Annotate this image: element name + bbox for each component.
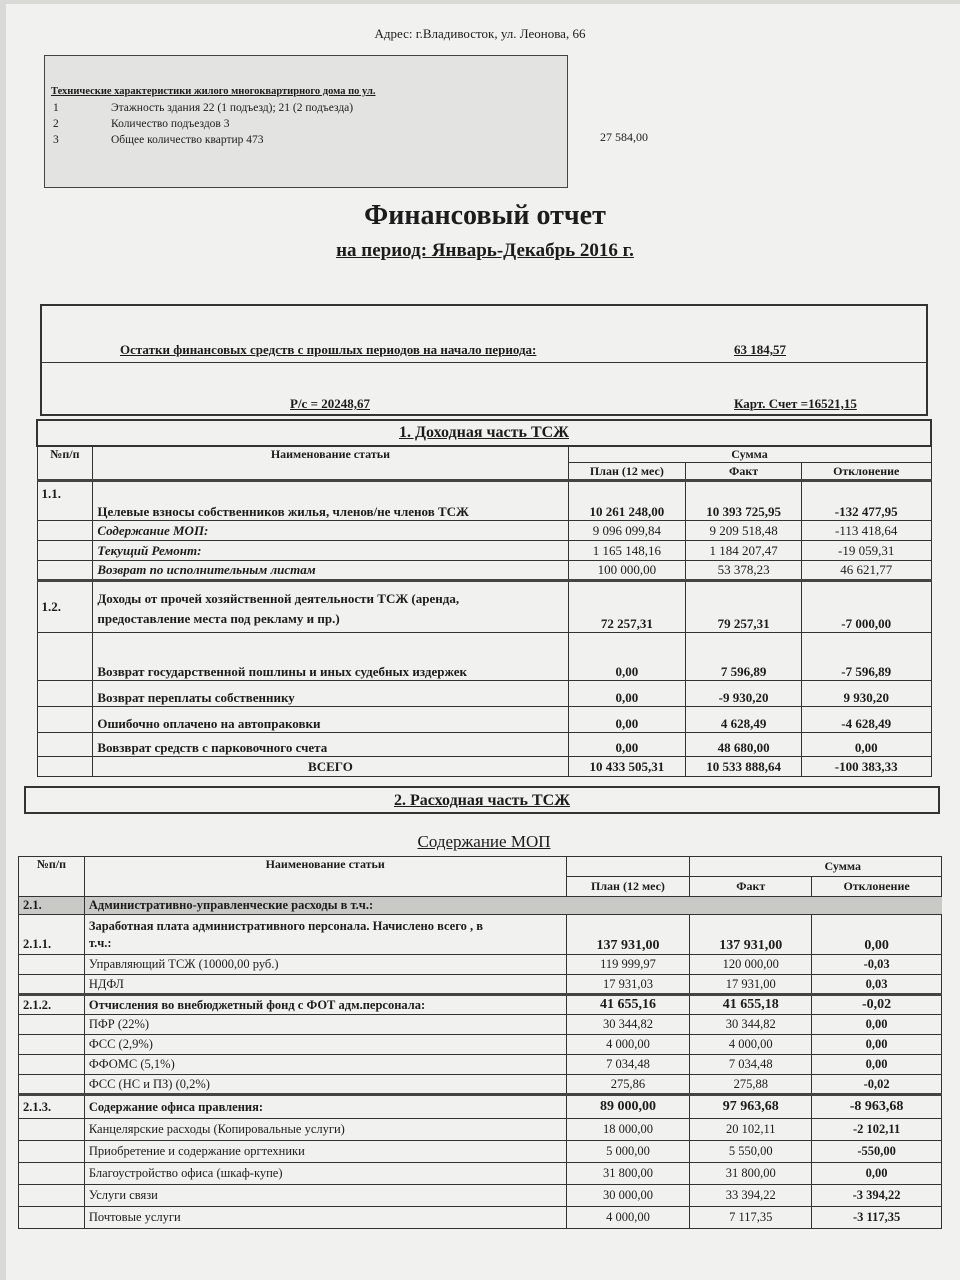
row-num xyxy=(19,1185,85,1207)
row-name-line2: т.ч.: xyxy=(88,935,112,950)
tech-value: 27 584,00 xyxy=(600,130,648,144)
table-row xyxy=(19,1185,942,1207)
row-dev: 0,00 xyxy=(812,1055,942,1075)
row-plan: 4 000,00 xyxy=(566,1207,690,1229)
row-name: Административно-управленческие расходы в т.ч.: xyxy=(84,897,941,915)
row-fact: -9 930,20 xyxy=(686,681,802,707)
row-name: ФСС (2,9%) xyxy=(84,1035,566,1055)
col-blank xyxy=(566,857,690,877)
row-num xyxy=(37,733,93,757)
table-row xyxy=(19,915,942,955)
row-name xyxy=(93,581,568,633)
table-row xyxy=(37,733,931,757)
row-plan: 0,00 xyxy=(568,681,686,707)
tech-row-text: Этажность здания 22 (1 подъезд); 21 (2 подъезда) xyxy=(111,102,354,114)
row-dev: 0,00 xyxy=(812,1015,942,1035)
row-name: Услуги связи xyxy=(84,1185,566,1207)
tech-title: Технические характеристики жилого многоквартирного дома по ул. xyxy=(51,86,376,97)
row-fact: 4 000,00 xyxy=(690,1035,812,1055)
row-num: 2.1.3. xyxy=(19,1095,85,1119)
row-name: ФСС (НС и ПЗ) (0,2%) xyxy=(84,1075,566,1095)
table-row xyxy=(19,955,942,975)
total-dev: -100 383,33 xyxy=(801,757,931,777)
table-row xyxy=(19,1207,942,1229)
expense-subtitle: Содержание МОП xyxy=(417,832,551,851)
table-row xyxy=(37,561,931,581)
row-num xyxy=(19,1163,85,1185)
row-dev: 0,00 xyxy=(801,733,931,757)
col-fact-header: Факт xyxy=(686,463,802,481)
col-num-header: №п/п xyxy=(19,857,85,897)
row-plan: 18 000,00 xyxy=(566,1119,690,1141)
row-name-line2: предоставление места под рекламу и пр.) xyxy=(97,611,340,626)
row-num xyxy=(37,757,93,777)
tech-row xyxy=(53,118,229,130)
row-name: Управляющий ТСЖ (10000,00 руб.) xyxy=(84,955,566,975)
row-num: 2.1.2. xyxy=(19,995,85,1015)
row-name: Возврат по исполнительным листам xyxy=(93,561,568,581)
row-name: Целевые взносы собственников жилья, членов/не членов ТСЖ xyxy=(93,481,568,521)
row-plan: 5 000,00 xyxy=(566,1141,690,1163)
row-plan: 137 931,00 xyxy=(566,915,690,955)
row-num xyxy=(37,707,93,733)
balance-card: Карт. Счет =16521,15 xyxy=(734,396,857,411)
row-plan: 89 000,00 xyxy=(566,1095,690,1119)
table-row xyxy=(37,541,931,561)
row-fact: 20 102,11 xyxy=(690,1119,812,1141)
row-num xyxy=(19,1055,85,1075)
tech-row-num: 1 xyxy=(53,102,59,114)
row-dev: -3 117,35 xyxy=(812,1207,942,1229)
row-num xyxy=(19,1141,85,1163)
row-fact: 79 257,31 xyxy=(686,581,802,633)
row-fact: 4 628,49 xyxy=(686,707,802,733)
row-plan: 0,00 xyxy=(568,733,686,757)
table-row xyxy=(19,1095,942,1119)
row-dev: -19 059,31 xyxy=(801,541,931,561)
col-dev-header: Отклонение xyxy=(801,463,931,481)
col-fact-header: Факт xyxy=(690,877,812,897)
row-plan: 17 931,03 xyxy=(566,975,690,995)
row-fact: 48 680,00 xyxy=(686,733,802,757)
row-fact: 5 550,00 xyxy=(690,1141,812,1163)
row-plan: 72 257,31 xyxy=(568,581,686,633)
row-num xyxy=(37,521,93,541)
table-row xyxy=(19,975,942,995)
row-plan: 31 800,00 xyxy=(566,1163,690,1185)
row-dev: -4 628,49 xyxy=(801,707,931,733)
row-name: Вовзврат средств с парковочного счета xyxy=(93,733,568,757)
balance-box xyxy=(40,304,928,416)
row-dev: -113 418,64 xyxy=(801,521,931,541)
table-row xyxy=(37,681,931,707)
row-plan: 41 655,16 xyxy=(566,995,690,1015)
row-name: ФФОМС (5,1%) xyxy=(84,1055,566,1075)
row-fact: 97 963,68 xyxy=(690,1095,812,1119)
row-dev: -132 477,95 xyxy=(801,481,931,521)
row-name: Возврат переплаты собственнику xyxy=(93,681,568,707)
row-name: ПФР (22%) xyxy=(84,1015,566,1035)
table-row xyxy=(37,521,931,541)
row-fact: 9 209 518,48 xyxy=(686,521,802,541)
tech-row xyxy=(53,134,264,146)
row-plan: 30 344,82 xyxy=(566,1015,690,1035)
table-row xyxy=(37,707,931,733)
total-row xyxy=(37,757,931,777)
col-name-header: Наименование статьи xyxy=(84,857,566,897)
row-name: Содержание офиса правления: xyxy=(84,1095,566,1119)
table-row xyxy=(19,1015,942,1035)
row-name-line1: Заработная плата административного персонала. Начислено всего , в xyxy=(88,918,483,933)
row-name: Ошибочно оплачено на автопраковки xyxy=(93,707,568,733)
row-fact: 10 393 725,95 xyxy=(686,481,802,521)
row-num: 1.1. xyxy=(37,481,93,521)
expense-section-text: 2. Расходная часть ТСЖ xyxy=(393,792,571,809)
income-table xyxy=(36,419,932,777)
row-dev: -550,00 xyxy=(812,1141,942,1163)
row-num: 1.2. xyxy=(37,581,93,633)
row-plan: 119 999,97 xyxy=(566,955,690,975)
report-title: Финансовый отчет xyxy=(364,200,606,231)
row-name: Благоустройство офиса (шкаф-купе) xyxy=(84,1163,566,1185)
table-row xyxy=(19,995,942,1015)
tech-row-text: Общее количество квартир 473 xyxy=(111,134,264,146)
table-row xyxy=(19,897,942,915)
table-row xyxy=(19,1075,942,1095)
income-section-title: 1. Доходная часть ТСЖ xyxy=(37,420,931,446)
row-dev: -7 596,89 xyxy=(801,633,931,681)
table-row xyxy=(37,633,931,681)
balance-label: Остатки финансовых средств с прошлых периодов на начало периода: xyxy=(120,342,537,357)
row-fact: 53 378,23 xyxy=(686,561,802,581)
row-num xyxy=(19,1015,85,1035)
report-period: на период: Январь-Декабрь 2016 г. xyxy=(336,240,634,261)
row-dev: -3 394,22 xyxy=(812,1185,942,1207)
row-dev: -7 000,00 xyxy=(801,581,931,633)
col-num-header: №п/п xyxy=(37,446,93,481)
row-num xyxy=(19,1119,85,1141)
row-fact: 31 800,00 xyxy=(690,1163,812,1185)
row-name: Почтовые услуги xyxy=(84,1207,566,1229)
row-fact: 41 655,18 xyxy=(690,995,812,1015)
row-num xyxy=(19,955,85,975)
row-dev: -2 102,11 xyxy=(812,1119,942,1141)
table-row xyxy=(19,1163,942,1185)
total-fact: 10 533 888,64 xyxy=(686,757,802,777)
balance-divider xyxy=(42,362,926,363)
col-plan-header: План (12 мес) xyxy=(568,463,686,481)
row-name: НДФЛ xyxy=(84,975,566,995)
row-fact: 7 034,48 xyxy=(690,1055,812,1075)
col-sum-header: Сумма xyxy=(690,857,942,877)
total-plan: 10 433 505,31 xyxy=(568,757,686,777)
row-name-line1: Доходы от прочей хозяйственной деятельности ТСЖ (аренда, xyxy=(97,591,460,606)
row-fact: 7 117,35 xyxy=(690,1207,812,1229)
row-fact: 7 596,89 xyxy=(686,633,802,681)
row-num xyxy=(19,1207,85,1229)
row-name: Текущий Ремонт: xyxy=(93,541,568,561)
row-num: 2.1. xyxy=(19,897,85,915)
balance-value: 63 184,57 xyxy=(734,342,786,357)
row-dev: 0,00 xyxy=(812,915,942,955)
total-label: ВСЕГО xyxy=(93,757,568,777)
row-num xyxy=(37,633,93,681)
tech-row-num: 2 xyxy=(53,118,59,130)
row-dev: -8 963,68 xyxy=(812,1095,942,1119)
address: Адрес: г.Владивосток, ул. Леонова, 66 xyxy=(374,26,586,41)
row-num xyxy=(19,975,85,995)
row-name: Канцелярские расходы (Копировальные услуги) xyxy=(84,1119,566,1141)
row-fact: 17 931,00 xyxy=(690,975,812,995)
row-dev: 0,03 xyxy=(812,975,942,995)
row-fact: 120 000,00 xyxy=(690,955,812,975)
expense-table xyxy=(18,856,942,1229)
row-num xyxy=(19,1075,85,1095)
tech-row xyxy=(53,102,353,114)
row-plan: 30 000,00 xyxy=(566,1185,690,1207)
row-plan: 1 165 148,16 xyxy=(568,541,686,561)
row-num xyxy=(37,561,93,581)
tech-row-text: Количество подъездов 3 xyxy=(111,118,230,130)
col-dev-header: Отклонение xyxy=(812,877,942,897)
table-row xyxy=(19,1035,942,1055)
table-row xyxy=(19,1141,942,1163)
row-plan: 100 000,00 xyxy=(568,561,686,581)
row-plan: 7 034,48 xyxy=(566,1055,690,1075)
col-plan-header: План (12 мес) xyxy=(566,877,690,897)
row-plan: 0,00 xyxy=(568,707,686,733)
row-name: Возврат государственной пошлины и иных судебных издержек xyxy=(93,633,568,681)
row-name: Отчисления во внебюджетный фонд с ФОТ адм.персонала: xyxy=(84,995,566,1015)
row-num xyxy=(37,541,93,561)
row-plan: 275,86 xyxy=(566,1075,690,1095)
row-plan: 0,00 xyxy=(568,633,686,681)
table-row xyxy=(37,581,931,633)
tech-characteristics-box xyxy=(44,55,568,188)
row-fact: 33 394,22 xyxy=(690,1185,812,1207)
row-num xyxy=(19,1035,85,1055)
balance-rs: Р/с = 20248,67 xyxy=(290,396,370,411)
row-plan: 9 096 099,84 xyxy=(568,521,686,541)
row-name: Содержание МОП: xyxy=(93,521,568,541)
row-dev: 9 930,20 xyxy=(801,681,931,707)
row-fact: 30 344,82 xyxy=(690,1015,812,1035)
tech-row-num: 3 xyxy=(53,134,59,146)
table-row xyxy=(37,481,931,521)
col-sum-header: Сумма xyxy=(568,446,931,463)
expense-section-title xyxy=(24,786,940,814)
row-fact: 137 931,00 xyxy=(690,915,812,955)
row-dev: -0,02 xyxy=(812,1075,942,1095)
row-dev: 0,00 xyxy=(812,1035,942,1055)
row-num: 2.1.1. xyxy=(19,915,85,955)
col-name-header: Наименование статьи xyxy=(93,446,568,481)
row-fact: 1 184 207,47 xyxy=(686,541,802,561)
row-dev: 46 621,77 xyxy=(801,561,931,581)
row-name xyxy=(84,915,566,955)
row-num xyxy=(37,681,93,707)
row-dev: -0,02 xyxy=(812,995,942,1015)
row-dev: -0,03 xyxy=(812,955,942,975)
row-dev: 0,00 xyxy=(812,1163,942,1185)
table-row xyxy=(19,1055,942,1075)
row-plan: 4 000,00 xyxy=(566,1035,690,1055)
row-name: Приобретение и содержание оргтехники xyxy=(84,1141,566,1163)
table-row xyxy=(19,1119,942,1141)
row-fact: 275,88 xyxy=(690,1075,812,1095)
row-plan: 10 261 248,00 xyxy=(568,481,686,521)
